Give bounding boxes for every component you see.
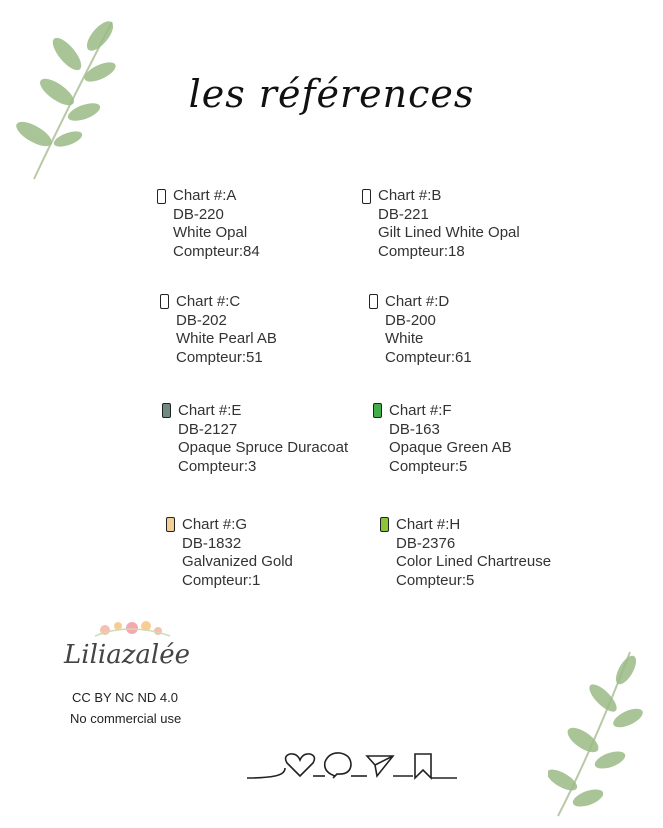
- color-swatch-f: [373, 403, 382, 418]
- bead-count: Compteur:51: [176, 348, 263, 366]
- bead-name: Gilt Lined White Opal: [378, 224, 520, 241]
- color-swatch-h: [380, 517, 389, 532]
- bead-code: DB-1832: [182, 534, 242, 552]
- bead-code: DB-163: [389, 420, 440, 438]
- color-swatch-e: [162, 403, 171, 418]
- bead-code: DB-202: [176, 311, 227, 329]
- heart-icon: [286, 754, 315, 776]
- bead-count: Compteur:61: [385, 348, 472, 366]
- chart-label: Chart #:B: [378, 187, 442, 204]
- chart-label: Chart #:G: [182, 516, 248, 533]
- license-note: No commercial use: [70, 711, 182, 726]
- comment-icon: [325, 753, 351, 778]
- license-text: CC BY NC ND 4.0: [72, 690, 178, 705]
- bead-name: Opaque Green AB: [389, 439, 512, 456]
- color-swatch-a: [157, 189, 166, 204]
- bead-count: Compteur:5: [396, 571, 475, 589]
- bead-code: DB-220: [173, 205, 224, 223]
- bead-name: Galvanized Gold: [182, 553, 293, 570]
- bead-count: Compteur:3: [178, 457, 257, 475]
- reference-entry-d: [385, 293, 472, 367]
- underline-flourish-icon: [247, 768, 285, 778]
- chart-label: Chart #:D: [385, 293, 450, 310]
- bead-name: White Pearl AB: [176, 330, 277, 347]
- social-icons-line: [245, 748, 460, 784]
- bead-name: Color Lined Chartreuse: [396, 553, 552, 570]
- bead-code: DB-200: [385, 311, 436, 329]
- send-icon: [367, 756, 393, 776]
- reference-entry-h: [396, 516, 551, 590]
- bead-name: Opaque Spruce Duracoat: [178, 439, 349, 456]
- bead-count: Compteur:1: [182, 571, 261, 589]
- reference-entry-f: [389, 402, 512, 476]
- reference-entry-a: [173, 187, 260, 261]
- bead-code: DB-2127: [178, 420, 238, 438]
- color-swatch-c: [160, 294, 169, 309]
- bead-code: DB-221: [378, 205, 429, 223]
- chart-label: Chart #:E: [178, 402, 242, 419]
- bead-count: Compteur:5: [389, 457, 468, 475]
- bead-count: Compteur:84: [173, 242, 260, 260]
- bead-name: White: [385, 330, 424, 347]
- chart-label: Chart #:F: [389, 402, 452, 419]
- reference-entry-e: [178, 402, 348, 476]
- bead-count: Compteur:18: [378, 242, 465, 260]
- bead-name: White Opal: [173, 224, 248, 241]
- brand-logo-text: Liliazalée: [64, 640, 191, 670]
- reference-entry-b: [378, 187, 520, 261]
- reference-entry-c: [176, 293, 277, 367]
- bead-code: DB-2376: [396, 534, 456, 552]
- reference-entry-g: [182, 516, 293, 590]
- color-swatch-b: [362, 189, 371, 204]
- color-swatch-g: [166, 517, 175, 532]
- page-title: les références: [188, 72, 475, 116]
- chart-label: Chart #:H: [396, 516, 461, 533]
- chart-label: Chart #:C: [176, 293, 241, 310]
- leaf-branch-bottom-right: [548, 648, 648, 818]
- chart-label: Chart #:A: [173, 187, 237, 204]
- bookmark-icon: [415, 754, 431, 778]
- color-swatch-d: [369, 294, 378, 309]
